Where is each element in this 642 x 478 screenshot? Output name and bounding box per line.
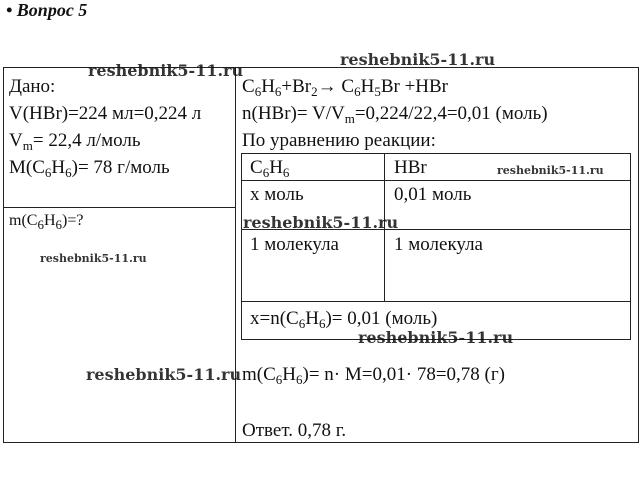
proportion-table-row-divider xyxy=(241,180,631,181)
watermark: reshebnik5-11.ru xyxy=(88,61,244,80)
reaction-equation: $C_6H_6+Br_2\to C_6H_5Br +HBr$ xyxy=(242,76,448,99)
given-divider xyxy=(3,207,236,208)
table-cell-molecule-right: 1 молекула xyxy=(394,234,483,255)
watermark: reshebnik5-11.ru xyxy=(243,213,399,232)
watermark: reshebnik5-11.ru xyxy=(497,164,604,177)
table-header-hbr: HBr xyxy=(394,157,427,178)
by-equation-label: По уравнению реакции: xyxy=(242,130,436,151)
watermark: reshebnik5-11.ru xyxy=(86,365,242,384)
table-cell-hbr-amount: 0,01 моль xyxy=(394,184,472,205)
table-cell-x: x моль xyxy=(250,184,304,205)
find-mass: $m(C_6H_6)=$? xyxy=(9,212,84,232)
mass-calculation: $m(C_6H_6)= n\cdot M=0,01\cdot 78=0,78$ (г) xyxy=(242,364,505,387)
column-divider xyxy=(235,67,236,443)
x-result: $x=n(C_6H_6)= 0,01$ (моль) xyxy=(250,308,438,331)
given-molar-volume: $V_m= 22,4$ л/моль xyxy=(9,130,141,153)
question-heading: • Вопрос 5 xyxy=(6,0,88,20)
table-cell-molecule-left: 1 молекула xyxy=(250,234,339,255)
hbr-amount: $n(HBr)= V/V_m=0,224/22,4=0,01$ (моль) xyxy=(242,103,548,126)
given-title: Дано: xyxy=(9,76,56,97)
given-volume: V(HBr)=224 мл=0,224 л xyxy=(9,103,202,124)
proportion-table-row-divider xyxy=(241,301,631,302)
watermark: reshebnik5-11.ru xyxy=(358,328,514,347)
given-molar-mass: $M(C_6H_6)= 78$ г/моль xyxy=(9,157,170,180)
watermark: reshebnik5-11.ru xyxy=(40,252,147,265)
watermark: reshebnik5-11.ru xyxy=(340,50,496,69)
table-header-benzene: $C_6H_6$ xyxy=(250,157,290,180)
answer: Ответ. 0,78 г. xyxy=(242,420,347,441)
